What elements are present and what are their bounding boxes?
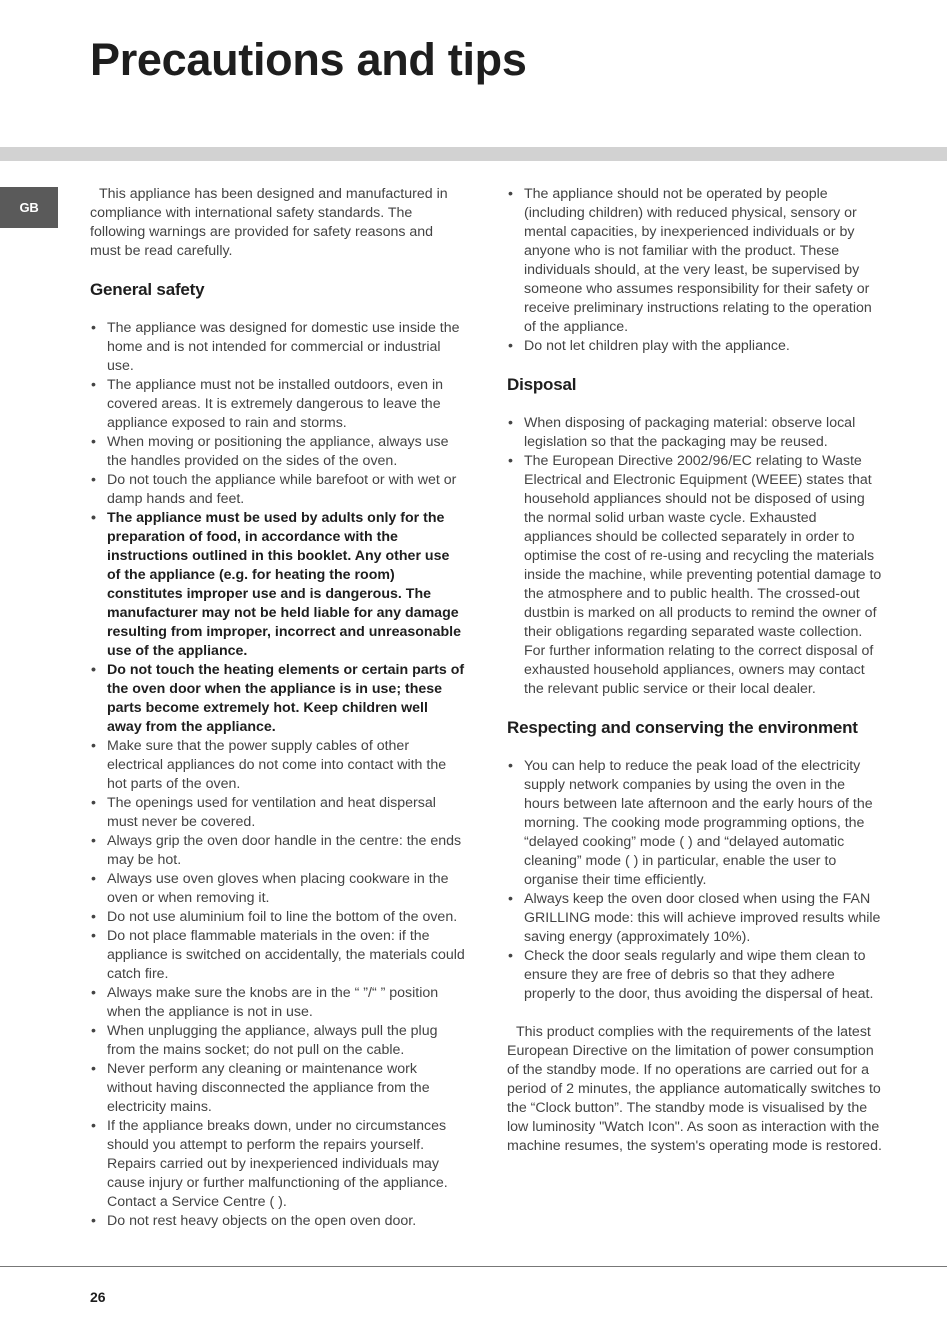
- page-title: Precautions and tips: [90, 34, 527, 85]
- disposal-list: [507, 414, 882, 699]
- general-safety-list: [90, 319, 465, 1231]
- list-item: • Make sure that the power supply cables of other electrical appliances do not come into contact with the hot parts of the oven.: [90, 737, 465, 794]
- list-item: • When disposing of packaging material: observe local legislation so that the packaging may be reused.: [507, 414, 882, 452]
- disposal-heading: Disposal: [507, 375, 577, 394]
- list-item: • If the appliance breaks down, under no circumstances should you attempt to perform the repairs yourself. Repairs carried out by inexperienced individuals may cause injury or further malfunctioning of the appliance. Contact a Service Centre ( ).: [90, 1117, 465, 1212]
- list-item: • Do not rest heavy objects on the open oven door.: [90, 1212, 465, 1231]
- intro-paragraph: This appliance has been designed and manufactured in compliance with international safety standards. The following warnings are provided for safety reasons and must be read carefully.: [90, 186, 448, 259]
- list-item: • The openings used for ventilation and heat dispersal must never be covered.: [90, 794, 465, 832]
- left-column: [90, 185, 465, 1231]
- list-item: • The European Directive 2002/96/EC relating to Waste Electrical and Electronic Equipment (WEEE) states that household appliances should not be disposed of using the normal solid urban waste cycle. Exhausted appliances should be collected separately in order to optimise the cost of re-using and recycling the materials inside the machine, while preventing potential damage to the atmosphere and to public health. The crossed-out dustbin is marked on all products to remind the owner of their obligations regarding separated waste collection. For further information relating to the correct disposal of exhausted household appliances, owners may contact the relevant public service or their local dealer.: [507, 452, 882, 699]
- list-item: • The appliance was designed for domestic use inside the home and is not intended for commercial or industrial use.: [90, 319, 465, 376]
- list-item: • Do not touch the heating elements or certain parts of the oven door when the appliance is in use; these parts become extremely hot. Keep children well away from the appliance.: [90, 661, 465, 737]
- list-item: • Never perform any cleaning or maintenance work without having disconnected the appliance from the electricity mains.: [90, 1060, 465, 1117]
- footer-divider: [0, 1266, 947, 1267]
- list-item: • Do not use aluminium foil to line the bottom of the oven.: [90, 908, 465, 927]
- supervision-list: [507, 185, 882, 356]
- standby-paragraph: This product complies with the requirements of the latest European Directive on the limitation of power consumption of the standby mode. If no operations are carried out for a period of 2 minutes, the appliance automatically switches to the “Clock button”. The standby mode is visualised by the low luminosity "Watch Icon". As soon as interaction with the machine resumes, the system's operating mode is restored.: [507, 1024, 882, 1154]
- right-column: [507, 185, 882, 1156]
- list-item: • Always use oven gloves when placing cookware in the oven or when removing it.: [90, 870, 465, 908]
- list-item: • Always make sure the knobs are in the “ ”/“ ” position when the appliance is not in use.: [90, 984, 465, 1022]
- list-item: • The appliance must be used by adults only for the preparation of food, in accordance with the instructions outlined in this booklet. Any other use of the appliance (e.g. for heating the room) constitutes improper use and is dangerous. The manufacturer may not be held liable for any damage resulting from improper, incorrect and unreasonable use of the appliance.: [90, 509, 465, 661]
- list-item: • Check the door seals regularly and wipe them clean to ensure they are free of debris so that they adhere properly to the door, thus avoiding the dispersal of heat.: [507, 947, 882, 1004]
- general-safety-heading: General safety: [90, 280, 205, 299]
- list-item: • The appliance must not be installed outdoors, even in covered areas. It is extremely dangerous to leave the appliance exposed to rain and storms.: [90, 376, 465, 433]
- environment-list: [507, 757, 882, 1004]
- list-item: • Do not place flammable materials in the oven: if the appliance is switched on accidentally, the materials could catch fire.: [90, 927, 465, 984]
- list-item: • The appliance should not be operated by people (including children) with reduced physical, sensory or mental capacities, by inexperienced individuals or by anyone who is not familiar with the product. These individuals should, at the very least, be supervised by someone who assumes responsibility for their safety or receive preliminary instructions relating to the operation of the appliance.: [507, 185, 882, 337]
- list-item: • Do not let children play with the appliance.: [507, 337, 882, 356]
- list-item: • Do not touch the appliance while barefoot or with wet or damp hands and feet.: [90, 471, 465, 509]
- list-item: • When unplugging the appliance, always pull the plug from the mains socket; do not pull on the cable.: [90, 1022, 465, 1060]
- list-item: • You can help to reduce the peak load of the electricity supply network companies by using the oven in the hours between late afternoon and the early hours of the morning. The cooking mode programming options, the “delayed cooking” mode ( ) and “delayed automatic cleaning” mode ( ) in particular, enable the user to organise their time efficiently.: [507, 757, 882, 890]
- list-item: • Always keep the oven door closed when using the FAN GRILLING mode: this will achieve improved results while saving energy (approximately 10%).: [507, 890, 882, 947]
- list-item: • When moving or positioning the appliance, always use the handles provided on the sides of the oven.: [90, 433, 465, 471]
- header-divider-bar: [0, 147, 947, 161]
- list-item: • Always grip the oven door handle in the centre: the ends may be hot.: [90, 832, 465, 870]
- environment-heading: Respecting and conserving the environment: [507, 718, 858, 737]
- language-tab: GB: [0, 187, 58, 228]
- page-number: 26: [90, 1289, 106, 1305]
